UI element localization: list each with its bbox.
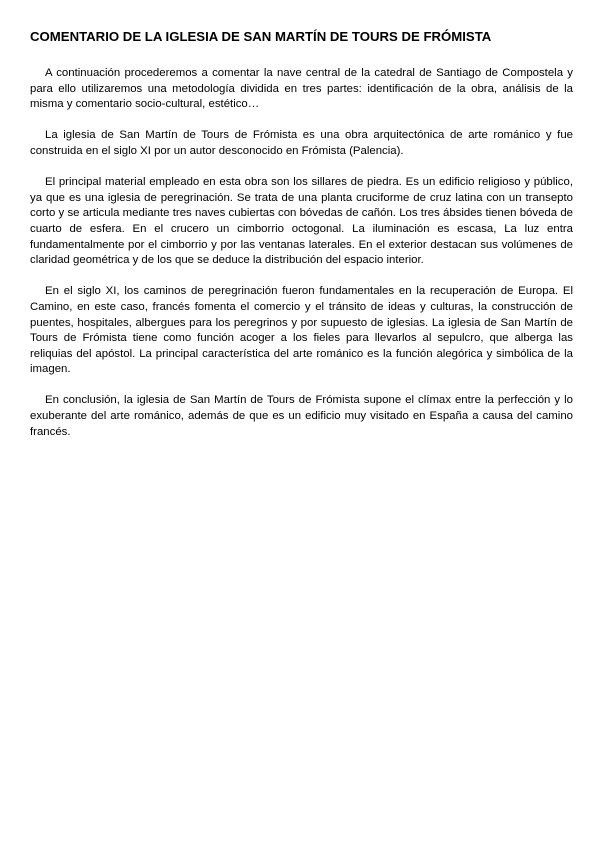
document-title: COMENTARIO DE LA IGLESIA DE SAN MARTÍN DE TOURS DE FRÓMISTA xyxy=(30,29,492,44)
document-page xyxy=(30,28,573,456)
paragraph-analysis: El principal material empleado en esta obra son los sillares de piedra. Es un edificio religioso y público, ya que es una iglesia de peregrinación. Se trata de una planta cruciforme de cruz latina con un transepto corto y se articula mediante tres naves cubiertas con bóvedas de cañón. Los tres ábsides tienen bóveda de cuarto de esfera. En el crucero un cimborrio octogonal. La iluminación es escasa, La luz entra fundamentalmente por el cimborrio y por las ventanas laterales. En el exterior destacan sus volúmenes de claridad geométrica y de los que se deduce la distribución del espacio interior. xyxy=(30,176,573,267)
paragraph-identification: La iglesia de San Martín de Tours de Frómista es una obra arquitectónica de arte románico y fue construida en el siglo XI por un autor desconocido en Frómista (Palencia). xyxy=(30,129,573,157)
paragraph-introduction: A continuación procederemos a comentar la nave central de la catedral de Santiago de Compostela y para ello utilizaremos una metodología dividida en tres partes: identificación de la obra, análisis de la misma y comentario socio-cultural, estético… xyxy=(30,67,573,111)
paragraph-conclusion: En conclusión, la iglesia de San Martín de Tours de Frómista supone el clímax entre la perfección y lo exuberante del arte románico, además de que es un edificio muy visitado en España a causa del camino francés. xyxy=(30,394,573,438)
paragraph-socio-cultural: En el siglo XI, los caminos de peregrinación fueron fundamentales en la recuperación de Europa. El Camino, en este caso, francés fomenta el comercio y el tránsito de ideas y culturas, la construcción de puentes, hospitales, albergues para los peregrinos y por supuesto de iglesias. La iglesia de San Martín de Tours de Frómista tiene como función acoger a los fieles para llevarlos al sepulcro, que alberga las reliquias del apóstol. La principal característica del arte románico es la función alegórica y simbólica de la imagen. xyxy=(30,285,573,376)
